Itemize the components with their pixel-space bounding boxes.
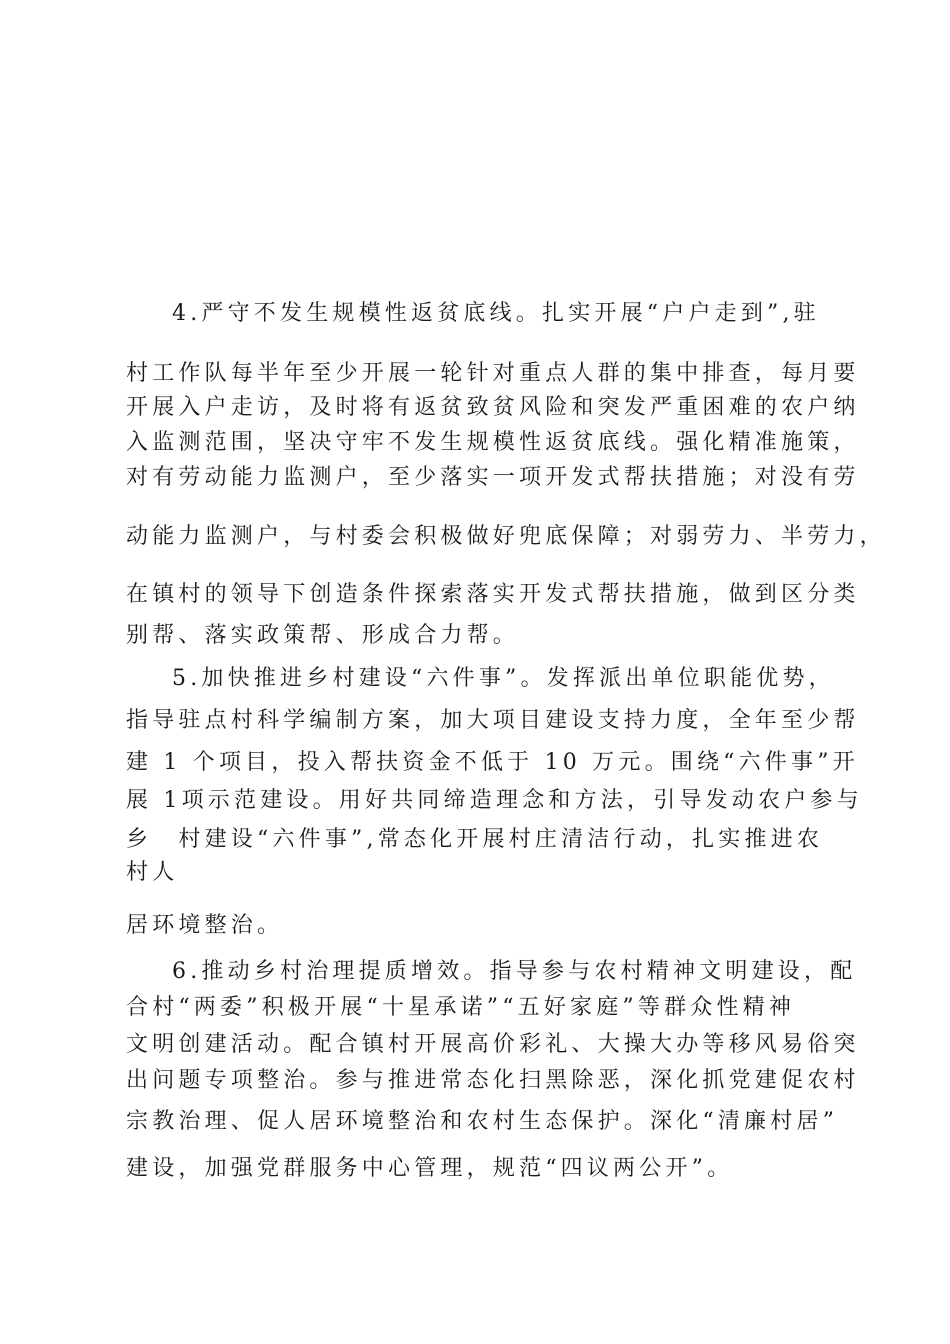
paragraph-6-line-6: 建设，加强党群服务中心管理，规范“四议两公开”。 [126, 1156, 734, 1181]
paragraph-5-line-2: 指导驻点村科学编制方案，加大项目建设支持力度，全年至少帮 [126, 708, 860, 733]
paragraph-4-line-1: 4.严守不发生规模性返贫底线。扎实开展“户户走到”,驻 [172, 301, 820, 326]
paragraph-5-line-5: 乡 村建设“六件事”,常态化开展村庄清洁行动，扎实推进农 [126, 827, 824, 852]
paragraph-6-line-4: 出问题专项整治。参与推进常态化扫黑除恶，深化抓党建促农村 [126, 1068, 860, 1093]
paragraph-5-line-7: 居环境整治。 [126, 913, 284, 938]
paragraph-4-line-5: 对有劳动能力监测户，至少落实一项开发式帮扶措施；对没有劳 [126, 465, 860, 490]
paragraph-4-line-6: 动能力监测户，与村委会积极做好兜底保障；对弱劳力、半劳力， [126, 524, 886, 549]
paragraph-5-line-6: 村人 [126, 860, 179, 885]
paragraph-6-line-1: 6.推动乡村治理提质增效。指导参与农村精神文明建设，配 [172, 959, 857, 984]
paragraph-4-line-8: 别帮、落实政策帮、形成合力帮。 [126, 623, 520, 648]
paragraph-5-line-3: 建 1 个项目，投入帮扶资金不低于 10 万元。围绕“六件事”开 [126, 750, 859, 775]
paragraph-6-line-3: 文明创建活动。配合镇村开展高价彩礼、大操大办等移风易俗突 [126, 1032, 860, 1057]
paragraph-4-line-3: 开展入户走访，及时将有返贫致贫风险和突发严重困难的农户纳 [126, 395, 860, 420]
paragraph-6-line-5: 宗教治理、促人居环境整治和农村生态保护。深化“清廉村居” [126, 1109, 839, 1134]
paragraph-4-line-7: 在镇村的领导下创造条件探索落实开发式帮扶措施，做到区分类 [126, 582, 860, 607]
paragraph-6-line-2: 合村“两委”积极开展“十星承诺”“五好家庭”等群众性精神 [126, 995, 796, 1020]
paragraph-4-line-2: 村工作队每半年至少开展一轮针对重点人群的集中排查，每月要 [126, 361, 860, 386]
paragraph-5-line-1: 5.加快推进乡村建设“六件事”。发挥派出单位职能优势， [172, 666, 835, 691]
paragraph-5-line-4: 展 1项示范建设。用好共同缔造理念和方法，引导发动农户参与 [126, 788, 863, 813]
paragraph-4-line-4: 入监测范围，坚决守牢不发生规模性返贫底线。强化精准施策， [126, 430, 860, 455]
